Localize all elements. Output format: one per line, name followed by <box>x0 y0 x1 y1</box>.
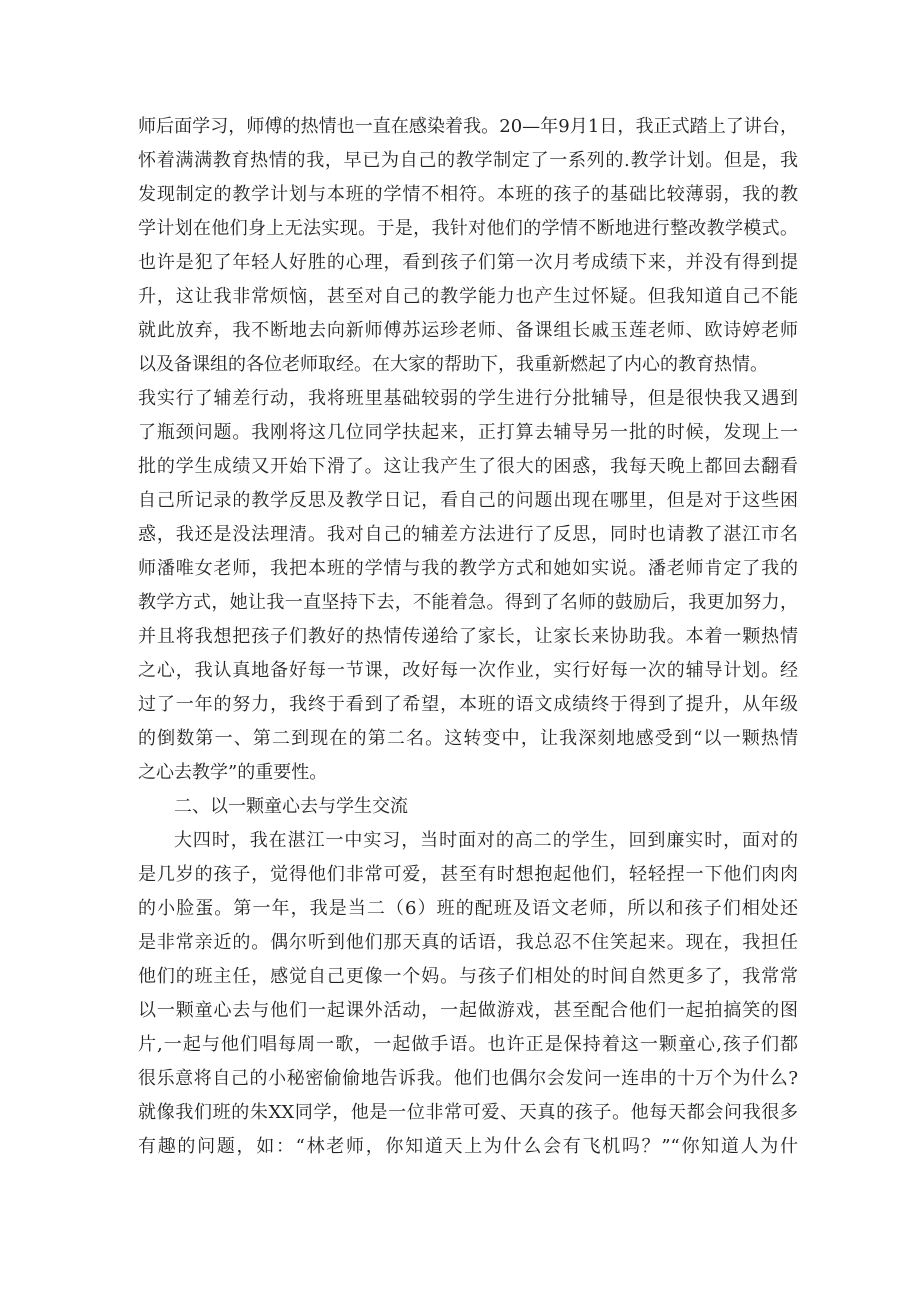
text-line: 大四时，我在湛江一中实习，当时面对的高二的学生，回到廉实时，面对的 <box>174 830 798 851</box>
text-line: 过了一年的努力，我终于看到了希望，本班的语文成绩终于得到了提升，从年级 <box>138 694 798 715</box>
text-line: 学计划在他们身上无法实现。于是，我针对他们的学情不断地进行整改教学模式。 <box>138 218 798 239</box>
text-line: 我实行了辅差行动，我将班里基础较弱的学生进行分批辅导，但是很快我又遇到 <box>138 388 798 409</box>
heading-text: 二、以一颗童心去与学生交流 <box>174 796 408 817</box>
text-line: 惑，我还是没法理清。我对自己的辅差方法进行了反思，同时也请教了湛江市名 <box>138 524 798 545</box>
text-line: 是几岁的孩子，觉得他们非常可爱，甚至有时想抱起他们，轻轻捏一下他们肉肉 <box>138 864 798 885</box>
text-line: 怀着满满教育热情的我，早已为自己的教学制定了一系列的.教学计划。但是，我 <box>138 150 798 171</box>
text-line: 的倒数第一、第二到现在的第二名。这转变中，让我深刻地感受到“以一颗热情 <box>138 728 798 749</box>
text-line: 的小脸蛋。第一年，我是当二（6）班的配班及语文老师，所以和孩子们相处还 <box>138 898 798 919</box>
text-line: 有趣的问题，如：“林老师，你知道天上为什么会有飞机吗？”“你知道人为什 <box>138 1136 798 1157</box>
text-line: 之心去教学”的重要性。 <box>138 762 328 783</box>
text-line: 以一颗童心去与他们一起课外活动，一起做游戏，甚至配合他们一起拍搞笑的图 <box>138 1000 798 1021</box>
text-line: 就像我们班的朱XX同学，他是一位非常可爱、天真的孩子。他每天都会问我很多 <box>138 1102 798 1123</box>
text-line: 自己所记录的教学反思及教学日记，看自己的问题出现在哪里，但是对于这些困 <box>138 490 798 511</box>
text-line: 之心，我认真地备好每一节课，改好每一次作业，实行好每一次的辅导计划。经 <box>138 660 798 681</box>
document-body <box>138 110 798 1164</box>
text-line: 很乐意将自己的小秘密偷偷地告诉我。他们也偶尔会发问一连串的十万个为什么? <box>138 1068 798 1089</box>
text-line: 批的学生成绩又开始下滑了。这让我产生了很大的困惑，我每天晚上都回去翻看 <box>138 456 798 477</box>
text-line: 他们的班主任，感觉自己更像一个妈。与孩子们相处的时间自然更多了，我常常 <box>138 966 798 987</box>
text-line: 就此放弃，我不断地去向新师傅苏运珍老师、备课组长戚玉莲老师、欧诗婷老师 <box>138 320 798 341</box>
text-line: 了瓶颈问题。我刚将这几位同学扶起来，正打算去辅导另一批的时候，发现上一 <box>138 422 798 443</box>
section-heading <box>138 790 798 824</box>
text-line: 是非常亲近的。偶尔听到他们那天真的话语，我总忍不住笑起来。现在，我担任 <box>138 932 798 953</box>
text-line: 也许是犯了年轻人好胜的心理，看到孩子们第一次月考成绩下来，并没有得到提 <box>138 252 798 273</box>
text-line: 并且将我想把孩子们教好的热情传递给了家长，让家长来协助我。本着一颗热情 <box>138 626 798 647</box>
paragraph-3 <box>138 824 798 1164</box>
text-line: 升，这让我非常烦恼，甚至对自己的教学能力也产生过怀疑。但我知道自己不能 <box>138 286 798 307</box>
paragraph-1 <box>138 110 798 382</box>
text-line: 发现制定的教学计划与本班的学情不相符。本班的孩子的基础比较薄弱，我的教 <box>138 184 798 205</box>
text-line: 以及备课组的各位老师取经。在大家的帮助下，我重新燃起了内心的教育热情。 <box>138 354 768 375</box>
text-line: 片,一起与他们唱每周一歌，一起做手语。也许正是保持着这一颗童心,孩子们都 <box>138 1034 798 1055</box>
paragraph-2 <box>138 382 798 790</box>
text-line: 师潘唯女老师，我把本班的学情与我的教学方式和她如实说。潘老师肯定了我的 <box>138 558 798 579</box>
text-line: 师后面学习，师傅的热情也一直在感染着我。20—年9月1日，我正式踏上了讲台， <box>138 116 798 137</box>
text-line: 教学方式，她让我一直坚持下去，不能着急。得到了名师的鼓励后，我更加努力， <box>138 592 798 613</box>
